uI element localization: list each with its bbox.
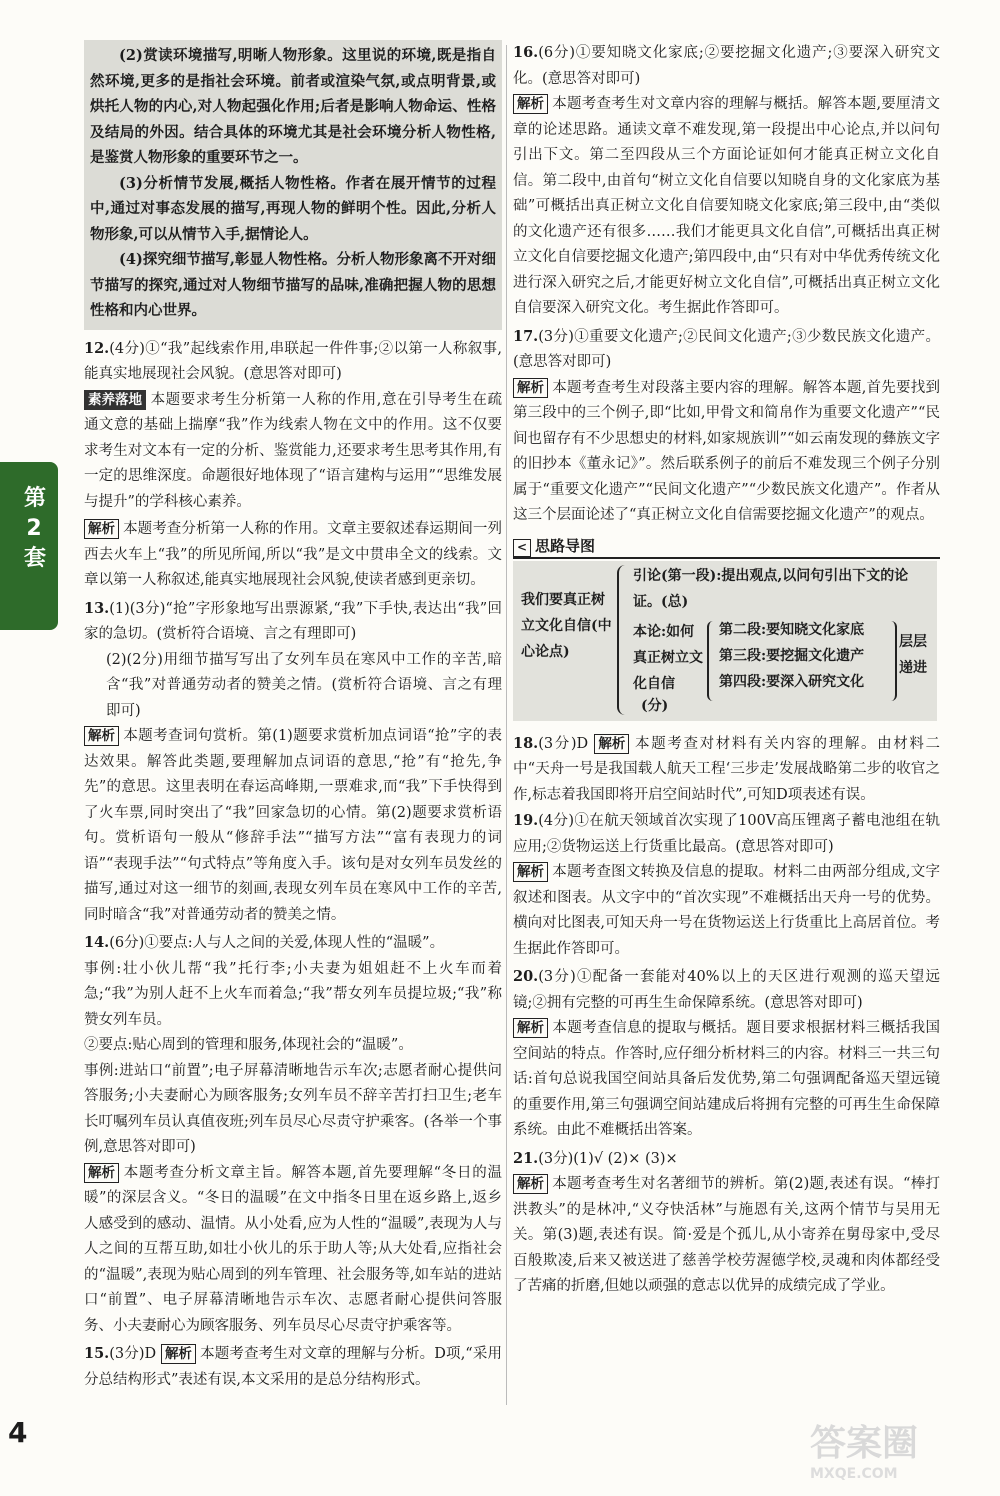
tip-paragraph: (4)探究细节描写,彰显人物性格。分析人物形象离不开对细节描写的探究,通过对人物细节描写的品味,准确把握人物的思想性格和内心世界。 — [90, 251, 496, 319]
tip-paragraph: (3)分析情节发展,概括人物性格。作者在展开情节的过程中,通过对事态发展的描写,再现人物的鲜明个性。因此,分析人物形象,可以从情节入手,据情论人。 — [90, 174, 496, 243]
question-number: 21. — [513, 1149, 539, 1167]
column-divider — [506, 45, 507, 1405]
tips-box — [84, 40, 502, 330]
mindmap-heading — [513, 535, 940, 559]
question-number: 12. — [84, 339, 110, 357]
mindmap-inner-brace — [707, 621, 717, 701]
question-21-analysis — [513, 1172, 940, 1300]
mindmap-center: 我们要真正树立文化自信(中心论点) — [521, 591, 612, 660]
question-14-answer-2: ②要点:贴心周到的管理和服务,体现社会的“温暖”。 — [84, 1037, 413, 1053]
section-tab — [0, 462, 58, 630]
question-number: 19. — [513, 812, 539, 829]
question-12-answer — [84, 336, 502, 388]
mindmap-intro: 引论(第一段):提出观点,以问句引出下文的论证。(总) — [633, 567, 909, 610]
analysis-text: 本题考查词句赏析。第(1)题要求赏析加点词语“抢”字的表达效果。解答此类题,要理解加点词语的意思,“抢”有“抢先,争先”的意思。这里表明在春运高峰期,一票难求,而“我”下手快得到了火车票,同时突出了“我”回家急切的心情。第(2)题要求赏析语句。赏析语句一般从“修辞手法”“描写方法”“富有表现力的词语”“表现手法”“句式特点”等角度入手。该句是对女列车员发丝的描写,通过对这一细节的刻画,表现女列车员在寒风中工作的辛苦,同时暗含“我”对普通劳动者的赞美之情。 — [84, 728, 502, 923]
answer-text: (6分)①要知晓文化家底;②要挖掘文化遗产;③要深入研究文化。(意思答对即可) — [513, 45, 940, 87]
question-20-answer — [513, 964, 940, 1016]
question-number: 20. — [513, 968, 539, 985]
question-14-analysis — [84, 1161, 502, 1340]
mindmap-progress: 层层递进 — [899, 633, 927, 676]
watermark-logo — [810, 1415, 960, 1482]
analysis-text: 本题考查信息的提取与概括。题目要求根据材料三概括我国空间站的特点。作答时,应仔细分析材料三的内容。材料三一共三句话:首句总说我国空间站具备后发优势,第二句强调配备巡天望远镜的重要作用,第三句强调空间站建成后将拥有完整的可再生生命保障系统。由此不难概括出答案。 — [513, 1020, 940, 1138]
question-14-example-1: 事例:壮小伙儿帮“我”托行李;小夫妻为姐姐赶不上火车而着急;“我”为别人赶不上火车而着急;“我”帮女列车员提垃圾;“我”称赞女列车员。 — [84, 960, 502, 1028]
analysis-text: 本题考查对材料有关内容的理解。由材料二中“天舟一号是我国载人航天工程‘三步走’发展战略第二步的收官之作,标志着我国即将开启空间站时代”,可知D项表述有误。 — [513, 735, 940, 803]
analysis-tag: 解析 — [513, 1174, 548, 1194]
question-number: 16. — [513, 44, 539, 61]
analysis-tag: 解析 — [84, 519, 119, 539]
literacy-text: 本题要求考生分析第一人称的作用,意在引导考生在疏通文意的基础上揣摩“我”作为线索人物在文中的作用。这不仅要求考生对文本有一定的分析、鉴赏能力,还要求考生思考其作用,有一定的思维深度。命题很好地体现了“语言建构与运用”“思维发展与提升”的学科核心素养。 — [84, 391, 502, 510]
answer-text: (4分)①“我”起线索作用,串联起一件件事;②以第一人称叙事,能真实地展现社会风貌。(意思答对即可) — [84, 340, 502, 382]
question-21-answer — [513, 1146, 940, 1173]
answer-text: (3分)(1)√ (2)× (3)× — [538, 1150, 678, 1167]
question-number: 18. — [513, 734, 539, 752]
question-19-analysis — [513, 860, 940, 962]
answer-text: (6分)①要点:人与人之间的关爱,体现人性的“温暖”。 — [109, 935, 445, 951]
analysis-text: 本题考查考生对段落主要内容的理解。解答本题,首先要找到第三段中的三个例子,即“比如,甲骨文和简帛作为重要文化遗产”“民间也留存有不少思想史的材料,如家规族训”“如云南发现的彝族文字的旧抄本《董永记》”。然后联系例子的前后不难发现三个例子分别属于“重要文化遗产”“民间文化遗产”“少数民族文化遗产”。作者从这三个层面论述了“真正树立文化自信需要挖掘文化遗产”的观点。 — [513, 379, 940, 523]
left-column — [84, 40, 502, 1393]
question-18-answer — [513, 731, 940, 809]
answer-text: (3分)①配备一套能对40%以上的天区进行观测的巡天望远镜;②拥有完整的可再生生命保障系统。(意思答对即可) — [513, 969, 940, 1011]
answer-text: (3分)D — [538, 735, 589, 752]
answer-text: (3分)①重要文化遗产;②民间文化遗产;③少数民族文化遗产。(意思答对即可) — [513, 328, 940, 370]
tip-paragraph: (2)赏读环境描写,明晰人物形象。这里说的环境,既是指自然环境,更多的是指社会环境。前者或渲染气氛,或点明背景,或烘托人物的内心,对人物起强化作用;后者是影响人物命运、性格及结局的外因。结合具体的环境尤其是社会环境分析人物性格,是鉴赏人物形象的重要环节之一。 — [90, 47, 496, 166]
mindmap-diagram — [513, 561, 937, 721]
question-13-answer-2: (2)(2分)用细节描写写出了女列车员在寒风中工作的辛苦,暗含“我”对普通劳动者的赞美之情。(赏析符合语境、言之有理即可) — [106, 651, 502, 719]
section-tab-label: 第2套 — [24, 486, 47, 571]
analysis-tag: 解析 — [84, 726, 119, 746]
literacy-tag: 素养落地 — [84, 390, 146, 410]
watermark-text: 答案圈 — [810, 1423, 919, 1464]
analysis-text: 本题考查分析文章主旨。解答本题,首先要理解“冬日的温暖”的深层含义。“冬日的温暖”在文中指冬日里在返乡路上,返乡人感受到的感动、温情。从小处看,应为人性的“温暖”,表现为人与人之间的互帮互助,如壮小伙儿的乐于助人等;从大处看,应指社会的“温暖”,表现为贴心周到的列车管理、社会服务等,如车站的进站口“前置”、电子屏幕清晰地告示车次、志愿者耐心提供问答服务、小夫妻耐心为顾客服务、列车员尽心尽责守护乘客等。 — [84, 1164, 502, 1334]
question-13-answer — [84, 596, 502, 648]
question-number: 14. — [84, 934, 110, 951]
question-number: 17. — [513, 327, 539, 345]
mindmap-heading-text: 思路导图 — [535, 536, 596, 555]
mindmap-body-sub: (分) — [641, 697, 669, 714]
question-15-answer — [84, 1341, 502, 1393]
analysis-tag: 解析 — [161, 1344, 196, 1364]
mindmap-p4: 第四段:要深入研究文化 — [719, 673, 865, 690]
analysis-tag: 解析 — [513, 862, 548, 882]
question-12-analysis — [84, 517, 502, 594]
analysis-tag: 解析 — [594, 734, 629, 754]
analysis-text: 本题考查考生对文章内容的理解与概括。解答本题,要厘清文章的论述思路。通读文章不难发现,第一段提出中心论点,并以问句引出下文。第二至四段从三个方面论证如何才能真正树立文化自信。第二段中,由首句“树立文化自信要以知晓自身的文化家底为基础”可概括出真正树立文化自信要知晓文化家底;第三段中,由“类似的文化遗产还有很多……我们才能更具文化自信”,可概括出真正树立文化自信要挖掘文化遗产;第四段中,由“只有对中华优秀传统文化进行深入研究之后,才能更好树立文化自信”,可概括出真正树立文化自信要深入研究文化。考生据此作答即可。 — [513, 96, 940, 316]
analysis-text: 本题考查考生对文章的理解与分析。D项,“采用分总结构形式”表述有误,本文采用的是总分结构形式。 — [84, 1346, 502, 1388]
analysis-text: 本题考查考生对名著细节的辨析。第(2)题,表述有误。“棒打洪教头”的是林冲,“义夺快活林”与施恩有关,这两个情节与吴用无关。第(3)题,表述有误。简·爱是个孤儿,从小寄养在舅母家中,受尽百般欺凌,后来又被送进了慈善学校劳渥德学校,灵魂和肉体都经受了苦痛的折磨,但她以顽强的意志以优异的成绩完成了学业。 — [513, 1176, 940, 1294]
mindmap-body-label: 本论:如何真正树立文化自信 — [633, 623, 703, 692]
page-number: 4 — [8, 1416, 28, 1449]
analysis-text: 本题考查图文转换及信息的提取。材料二由两部分组成,文字叙述和图表。从文字中的“首次实现”不难概括出天舟一号的优势。横向对比图表,可知天舟一号在货物运送上行货重比上高居首位。考生据此作答即可。 — [513, 864, 940, 957]
question-12-literacy — [84, 388, 502, 516]
mindmap-p2: 第二段:要知晓文化家底 — [719, 621, 865, 638]
mindmap-icon: < — [513, 539, 531, 557]
mindmap-brace — [617, 565, 629, 715]
question-16-answer — [513, 40, 940, 92]
analysis-tag: 解析 — [513, 378, 548, 398]
question-number: 15. — [84, 1345, 110, 1362]
question-19-answer — [513, 808, 940, 860]
right-column — [513, 40, 940, 1302]
question-17-answer — [513, 324, 940, 376]
analysis-text: 本题考查分析第一人称的作用。文章主要叙述春运期间一列西去火车上“我”的所见所闻,所以“我”是文中贯串全文的线索。文章以第一人称叙述,能真实地展现社会风貌,使读者感到更亲切。 — [84, 521, 502, 588]
answer-text: (3分)D — [109, 1346, 157, 1362]
question-16-analysis — [513, 92, 940, 322]
question-17-analysis — [513, 376, 940, 529]
question-20-analysis — [513, 1016, 940, 1144]
answer-text: (1)(3分)“抢”字形象地写出票源紧,“我”下手快,表达出“我”回家的急切。(赏析符合语境、言之有理即可) — [84, 600, 502, 642]
question-number: 13. — [84, 599, 110, 617]
question-14-answer — [84, 930, 502, 957]
mindmap-p3: 第三段:要挖掘文化遗产 — [719, 647, 865, 664]
watermark-url: MXQE.COM — [810, 1466, 898, 1482]
analysis-tag: 解析 — [513, 1018, 548, 1038]
question-13-analysis — [84, 724, 502, 928]
analysis-tag: 解析 — [84, 1163, 119, 1183]
question-14-example-2: 事例:进站口“前置”;电子屏幕清晰地告示车次;志愿者耐心提供问答服务;小夫妻耐心为顾客服务;女列车员不辞辛苦打扫卫生;老车长叮嘱列车员认真值夜班;列车员尽心尽责守护乘客。(各举一个事例,意思答对即可) — [84, 1062, 502, 1155]
analysis-tag: 解析 — [513, 94, 548, 114]
mindmap-right-brace — [887, 621, 897, 701]
answer-text: (4分)①在航天领域首次实现了100V高压锂离子蓄电池组在轨应用;②货物运送上行货重比最高。(意思答对即可) — [513, 813, 940, 855]
